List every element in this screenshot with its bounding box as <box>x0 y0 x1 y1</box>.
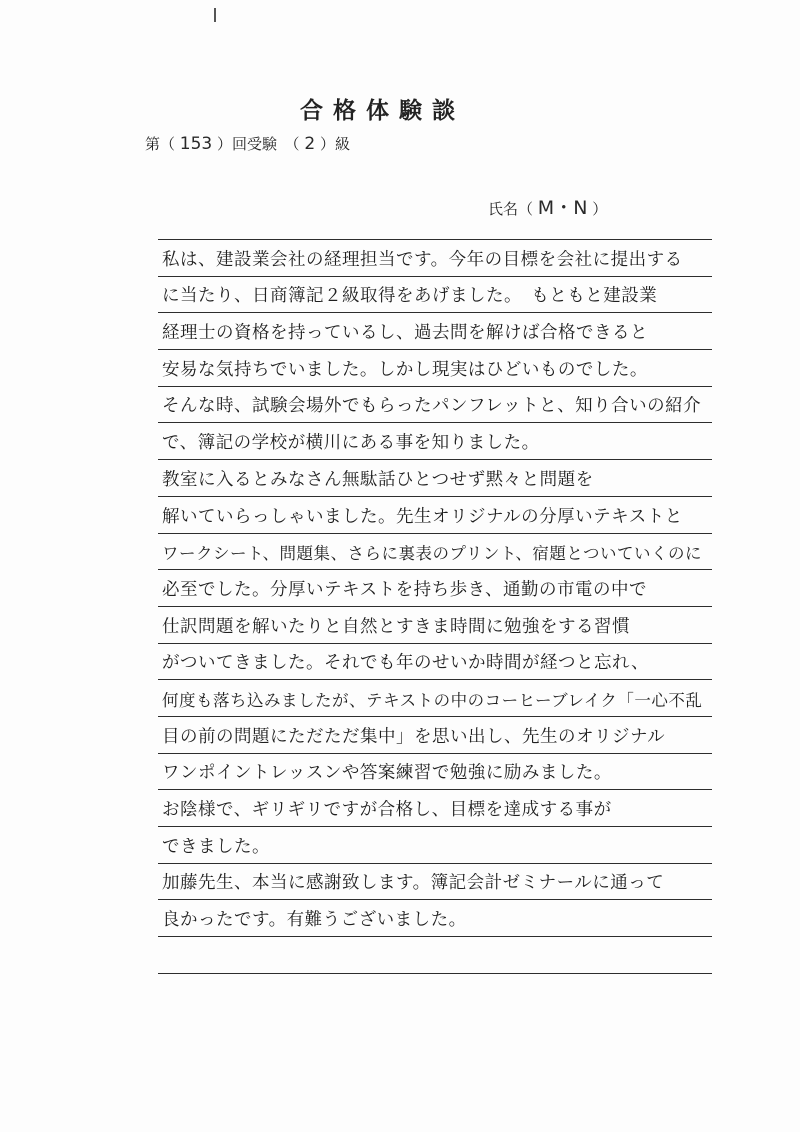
essay-line-text: 目の前の問題にただただ集中」を思い出し、先生のオリジナル <box>162 726 666 747</box>
essay-line-text: 経理士の資格を持っているし、過去問を解けば合格できると <box>162 323 648 344</box>
essay-line-text: お陰様で、ギリギリですが合格し、目標を達成する事が <box>162 800 612 820</box>
essay-line <box>158 679 712 716</box>
essay-line <box>158 312 712 349</box>
essay-line <box>158 899 712 936</box>
essay-line <box>158 863 712 900</box>
essay-line-text: 解いていらっしゃいました。先生オリジナルの分厚いテキストと <box>162 506 683 527</box>
essay-body <box>158 239 712 974</box>
essay-line-text: 必至でした。分厚いテキストを持ち歩き、通勤の市電の中で <box>162 579 647 600</box>
name-suffix-label: ） <box>592 200 608 218</box>
name-value: M・N <box>537 197 588 219</box>
essay-line-text: ワンポイントレッスンや答案練習で勉強に励みました。 <box>162 763 612 784</box>
essay-line-text: がついてきました。それでも年のせいか時間が経つと忘れ、 <box>162 653 650 674</box>
essay-line <box>158 716 712 753</box>
exam-prefix-label: 第（ <box>145 135 176 153</box>
essay-line <box>158 569 712 606</box>
essay-line <box>158 422 712 459</box>
essay-line-text: ワークシート、問題集、さらに裏表のプリント、宿題とついていくのに <box>162 544 703 564</box>
exam-mid-label: ）回受験 （ <box>217 135 300 153</box>
essay-line <box>158 789 712 826</box>
essay-line-text: 安易な気持ちでいました。しかし現実はひどいものでした。 <box>162 359 648 380</box>
essay-line <box>158 496 712 533</box>
essay-line <box>158 276 712 313</box>
essay-line <box>158 643 712 680</box>
essay-line-text: 教室に入るとみなさん無駄話ひとつせず黙々と問題を <box>162 469 594 490</box>
grade-value: 2 <box>304 134 316 154</box>
exam-info-line <box>145 133 350 154</box>
essay-line-text: できました。 <box>162 836 270 857</box>
essay-line-text: 良かったです。有難うございました。 <box>162 910 467 931</box>
name-line <box>488 193 607 220</box>
essay-line-text: 加藤先生、本当に感謝致します。簿記会計ゼミナールに通って <box>162 873 665 894</box>
essay-line <box>158 239 712 276</box>
essay-line-text: 何度も落ち込みましたが、テキストの中のコーヒーブレイク「一心不乱 <box>162 690 703 710</box>
exam-number-value: 153 <box>179 134 213 154</box>
essay-line <box>158 753 712 790</box>
essay-line-text: で、簿記の学校が横川にある事を知りました。 <box>162 433 540 454</box>
essay-line <box>158 386 712 423</box>
essay-line-text: 私は、建設業会社の経理担当です。今年の目標を会社に提出する <box>162 249 683 270</box>
essay-line-text: そんな時、試験会場外でもらったパンフレットと、知り合いの紹介 <box>162 396 702 417</box>
scan-mark <box>214 8 216 22</box>
essay-line-text: 仕訳問題を解いたりと自然とすきま時間に勉強をする習慣 <box>162 616 630 637</box>
essay-line <box>158 459 712 496</box>
essay-line <box>158 349 712 386</box>
essay-line <box>158 533 712 570</box>
grade-suffix-label: ）級 <box>319 135 350 153</box>
essay-bottom-rule <box>158 973 712 974</box>
essay-line-text: に当たり、日商簿記２級取得をあげました。 もともと建設業 <box>162 286 658 307</box>
essay-line <box>158 826 712 863</box>
page-title: 合格体験談 <box>300 97 465 124</box>
essay-line <box>158 606 712 643</box>
essay-line <box>158 936 712 973</box>
name-prefix-label: 氏名（ <box>488 200 534 218</box>
